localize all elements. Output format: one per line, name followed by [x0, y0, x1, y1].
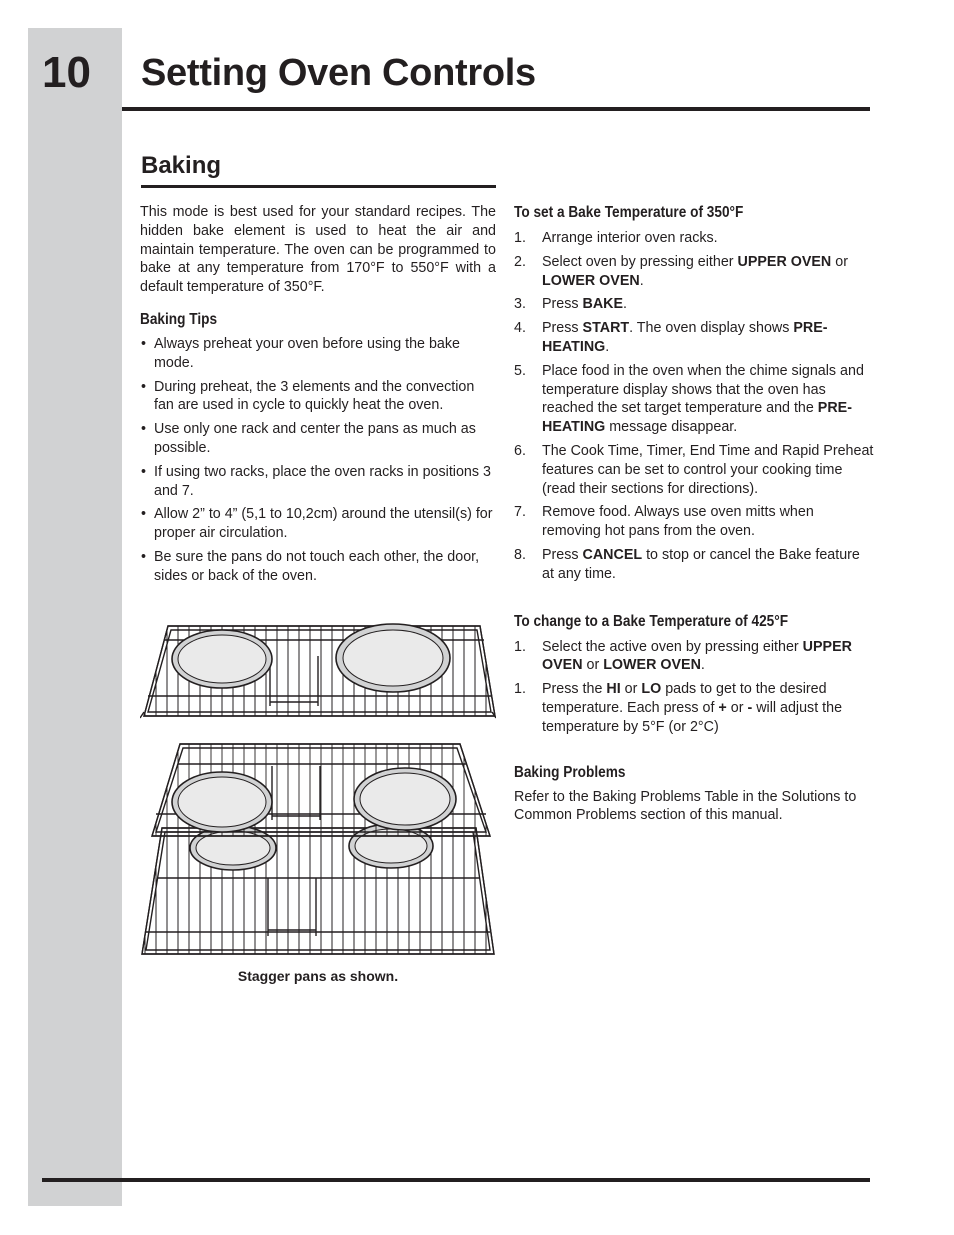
set-350-steps: [514, 229, 874, 584]
pan-icon: [354, 768, 456, 830]
step-text: or: [620, 681, 642, 698]
step-keyword: START: [582, 320, 630, 337]
step-keyword: UPPER OVEN: [737, 253, 832, 270]
right-column: [514, 203, 874, 825]
step-number: 6.: [514, 442, 526, 459]
step-number: 4.: [514, 320, 526, 337]
step-text: The Cook Time, Timer, End Time and Rapid Preheat features can be set to control your cooking time (read their sections for directions).: [542, 442, 874, 497]
list-item: • Be sure the pans do not touch each other, the door, sides or back of the oven.: [140, 548, 496, 586]
baking-problems-heading: Baking Problems: [514, 763, 626, 781]
step-text: or: [726, 699, 748, 716]
step-number: 1.: [514, 638, 526, 655]
step-item: [514, 546, 874, 584]
step-keyword: PRE-HEATING: [542, 400, 852, 436]
baking-tips-list: [140, 335, 496, 586]
step-text: Press: [542, 320, 583, 337]
step-keyword: +: [718, 699, 727, 716]
step-text: or: [582, 657, 604, 674]
step-text: Press: [542, 546, 583, 563]
section-rule: [141, 185, 496, 188]
pan-icon: [172, 772, 272, 832]
step-text: . The oven display shows: [629, 320, 794, 337]
step-item: [514, 503, 874, 541]
page-number: 10: [42, 48, 91, 97]
list-item: • Allow 2” to 4” (5,1 to 10,2cm) around the utensil(s) for proper air circulation.: [140, 505, 496, 543]
step-item: [514, 295, 874, 314]
step-number: 5.: [514, 362, 526, 379]
step-text: Select oven by pressing either: [542, 253, 738, 270]
list-item: • During preheat, the 3 elements and the convection fan are used in cycle to quickly heat the oven.: [140, 378, 496, 416]
baking-problems-text: Refer to the Baking Problems Table in the Solutions to Common Problems section of this manual.: [514, 788, 857, 824]
header-rule: [122, 107, 870, 111]
step-keyword: CANCEL: [582, 546, 643, 563]
sidebar-band: [28, 28, 122, 1206]
baking-tips-heading: Baking Tips: [140, 310, 218, 328]
pan-icon: [172, 630, 272, 688]
step-item: [514, 319, 874, 357]
step-item: [514, 442, 874, 498]
left-column: [140, 203, 496, 591]
step-text: .: [639, 272, 644, 289]
step-keyword: LO: [641, 681, 662, 698]
step-number: 2.: [514, 253, 526, 270]
step-keyword: LOWER OVEN: [542, 272, 640, 289]
step-text: message disappear.: [605, 419, 738, 436]
step-text: or: [831, 253, 848, 270]
step-item: [514, 680, 874, 736]
rack-illustration: [140, 616, 496, 961]
step-text: Press: [542, 296, 583, 313]
change-425-steps: [514, 638, 874, 737]
section-heading: Baking: [141, 152, 222, 179]
step-number: 1.: [514, 230, 526, 246]
step-keyword: UPPER OVEN: [542, 638, 852, 674]
step-text: Place food in the oven when the chime signals and temperature display shows that the oven has reached the set target temperature and the: [542, 362, 864, 417]
footer-rule: [42, 1178, 870, 1182]
step-text: .: [605, 338, 610, 355]
step-item: [514, 229, 874, 248]
step-text: .: [700, 657, 705, 674]
step-number: 1.: [514, 681, 526, 698]
step-keyword: HI: [606, 681, 621, 698]
step-text: Remove food. Always use oven mitts when removing hot pans from the oven.: [542, 504, 814, 540]
step-text: to stop or cancel the Bake feature at any time.: [542, 546, 860, 582]
step-text: Arrange interior oven racks.: [542, 230, 718, 246]
step-keyword: PRE-HEATING: [542, 320, 828, 355]
step-keyword: -: [747, 699, 753, 716]
step-number: 8.: [514, 546, 526, 563]
step-item: [514, 362, 874, 437]
step-text: pads to get to the desired temperature. Each press of: [542, 681, 827, 716]
step-item: [514, 638, 874, 676]
list-item: • If using two racks, place the oven racks in positions 3 and 7.: [140, 463, 496, 501]
step-text: .: [623, 296, 628, 313]
page-title: Setting Oven Controls: [141, 52, 536, 94]
intro-paragraph: This mode is best used for your standard recipes. The hidden bake element is used to heat the air and maintain temperature. The oven can be programmed to bake at any temperature from 170°F to 550°F with a default temperature of 350°F.: [140, 204, 496, 296]
pan-icon: [336, 624, 450, 692]
illustration-caption: Stagger pans as shown.: [237, 968, 399, 984]
step-number: 7.: [514, 504, 526, 521]
list-item: • Use only one rack and center the pans as much as possible.: [140, 420, 496, 458]
step-text: Select the active oven by pressing either: [542, 638, 803, 655]
change-425-heading: To change to a Bake Temperature of 425°F: [514, 612, 789, 630]
step-number: 3.: [514, 296, 526, 313]
step-text: Press the: [542, 681, 607, 698]
step-keyword: BAKE: [582, 296, 624, 313]
step-keyword: LOWER OVEN: [603, 657, 701, 674]
list-item: • Always preheat your oven before using the bake mode.: [140, 335, 496, 373]
step-text: will adjust the temperature by 5°F (or 2°C): [542, 699, 843, 735]
set-350-heading: To set a Bake Temperature of 350°F: [514, 204, 744, 221]
step-item: [514, 253, 874, 291]
